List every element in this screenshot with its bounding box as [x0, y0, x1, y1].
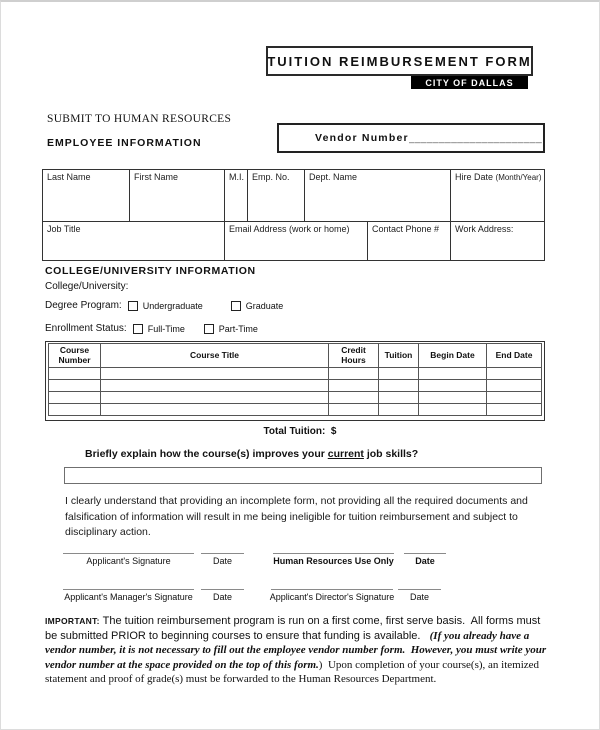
college-section-title: COLLEGE/UNIVERSITY INFORMATION — [45, 265, 256, 277]
work-address-field[interactable]: Work Address: — [451, 222, 545, 261]
undergraduate-checkbox[interactable] — [128, 301, 138, 311]
course-cell[interactable] — [329, 404, 379, 416]
course-cell[interactable] — [487, 392, 542, 404]
graduate-checkbox[interactable] — [231, 301, 241, 311]
applicant-signature-label: Applicant's Signature — [86, 556, 171, 566]
graduate-label: Graduate — [245, 300, 284, 311]
important-label: IMPORTANT: — [45, 616, 100, 626]
explanation-question: Briefly explain how the course(s) improves your current job skills? — [85, 448, 419, 460]
hr-use-only-field — [273, 553, 394, 566]
course-cell[interactable] — [49, 404, 101, 416]
acknowledgement-statement: I clearly understand that providing an incomplete form, not providing all the required documents and falsification of information will result in me being ineligible for tuition reimbursement and subject to disciplinary action. — [65, 495, 528, 538]
degree-program-label: Degree Program: — [45, 300, 122, 311]
begin-date-header: Begin Date — [419, 344, 487, 368]
employee-number-field[interactable]: Emp. No. — [248, 170, 305, 222]
applicant-date-line[interactable] — [201, 553, 244, 554]
course-title-header: Course Title — [101, 344, 329, 368]
signature-row-2 — [63, 589, 441, 602]
first-name-field[interactable]: First Name — [130, 170, 225, 222]
course-cell[interactable] — [101, 368, 329, 380]
applicant-date-label: Date — [212, 556, 232, 566]
course-cell[interactable] — [49, 368, 101, 380]
note-part1: The tuition reimbursement program is run on a first come, first serve basis. All forms must be submitted PRIOR to beginning courses to ensure that funding is available. — [45, 615, 544, 642]
hr-date-field — [404, 553, 446, 566]
course-cell[interactable] — [487, 380, 542, 392]
important-note — [45, 614, 553, 687]
enrollment-status-label: Enrollment Status: — [45, 323, 127, 334]
end-date-header: End Date — [487, 344, 542, 368]
course-row — [49, 392, 542, 404]
form-title-box — [266, 46, 533, 76]
credit-hours-header: Credit Hours — [329, 344, 379, 368]
manager-date-line[interactable] — [201, 589, 244, 590]
applicant-signature-line[interactable] — [63, 553, 194, 554]
course-cell[interactable] — [419, 392, 487, 404]
director-signature-field — [271, 589, 393, 602]
course-cell[interactable] — [487, 404, 542, 416]
course-cell[interactable] — [329, 368, 379, 380]
course-cell[interactable] — [49, 392, 101, 404]
applicant-date-field — [201, 553, 244, 566]
course-table — [45, 341, 545, 421]
vendor-number-blank-line[interactable]: ______________________ — [408, 132, 543, 144]
employee-section-title: EMPLOYEE INFORMATION — [47, 137, 202, 149]
director-signature-label: Applicant's Director's Signature — [269, 592, 395, 602]
note-part2: (If you already have a vendor number, it is not necessary to fill out the employee vendor number form. However, you must write your vendor number at the space provided on the top of this form. — [45, 629, 549, 671]
vendor-number-label: Vendor Number — [315, 132, 409, 144]
job-title-field[interactable]: Job Title — [43, 222, 225, 261]
hr-date-line[interactable] — [404, 553, 446, 554]
hr-use-only-label: Human Resources Use Only — [273, 556, 394, 566]
current-underlined: current — [327, 448, 364, 460]
course-table-header-row — [49, 344, 542, 368]
total-tuition-label: Total Tuition: $ — [263, 426, 337, 437]
course-cell[interactable] — [419, 380, 487, 392]
course-row — [49, 380, 542, 392]
contact-phone-field[interactable]: Contact Phone # — [368, 222, 451, 261]
part-time-label: Part-Time — [218, 323, 258, 334]
course-row — [49, 368, 542, 380]
full-time-checkbox[interactable] — [133, 324, 143, 334]
submit-note: SUBMIT TO HUMAN RESOURCES — [47, 113, 232, 125]
applicant-signature-field — [63, 553, 194, 566]
degree-program-row — [45, 300, 283, 311]
course-cell[interactable] — [329, 380, 379, 392]
note-part3: ) Upon completion of your course(s), an itemized statement and proof of grade(s) must be forwarded to the Human Resources Department. — [45, 658, 542, 686]
org-banner: CITY OF DALLAS — [411, 76, 528, 89]
course-row — [49, 404, 542, 416]
employee-info-table — [42, 169, 544, 261]
middle-initial-field[interactable]: M.I. — [225, 170, 248, 222]
enrollment-status-row — [45, 323, 258, 334]
course-cell[interactable] — [101, 392, 329, 404]
manager-signature-label: Applicant's Manager's Signature — [64, 592, 193, 602]
director-signature-line[interactable] — [271, 589, 393, 590]
manager-date-label: Date — [212, 592, 232, 602]
signature-row-1 — [63, 553, 446, 566]
course-cell[interactable] — [329, 392, 379, 404]
hire-date-field[interactable]: Hire Date (Month/Year) — [451, 170, 545, 222]
part-time-checkbox[interactable] — [204, 324, 214, 334]
course-cell[interactable] — [379, 368, 419, 380]
course-cell[interactable] — [101, 404, 329, 416]
director-date-field — [398, 589, 441, 602]
department-name-field[interactable]: Dept. Name — [305, 170, 451, 222]
tuition-header: Tuition — [379, 344, 419, 368]
course-cell[interactable] — [379, 380, 419, 392]
manager-date-field — [201, 589, 244, 602]
hr-date-label: Date — [415, 556, 435, 566]
form-title: TUITION REIMBURSEMENT FORM — [267, 53, 532, 69]
manager-signature-line[interactable] — [63, 589, 194, 590]
course-cell[interactable] — [101, 380, 329, 392]
undergraduate-label: Undergraduate — [142, 300, 203, 311]
hire-date-sublabel: (Month/Year) — [495, 173, 542, 182]
course-cell[interactable] — [419, 404, 487, 416]
course-cell[interactable] — [379, 404, 419, 416]
director-date-label: Date — [409, 592, 429, 602]
explanation-input[interactable] — [64, 467, 542, 484]
course-cell[interactable] — [49, 380, 101, 392]
college-university-field[interactable]: College/University: — [45, 281, 129, 292]
course-cell[interactable] — [487, 368, 542, 380]
course-number-header: Course Number — [49, 344, 101, 368]
vendor-number-field[interactable] — [277, 123, 545, 153]
last-name-field[interactable]: Last Name — [43, 170, 130, 222]
course-cell[interactable] — [379, 392, 419, 404]
full-time-label: Full-Time — [147, 323, 185, 334]
course-cell[interactable] — [419, 368, 487, 380]
manager-signature-field — [63, 589, 194, 602]
director-date-line[interactable] — [398, 589, 441, 590]
hr-use-only-line[interactable] — [273, 553, 394, 554]
email-address-field[interactable]: Email Address (work or home) — [225, 222, 368, 261]
